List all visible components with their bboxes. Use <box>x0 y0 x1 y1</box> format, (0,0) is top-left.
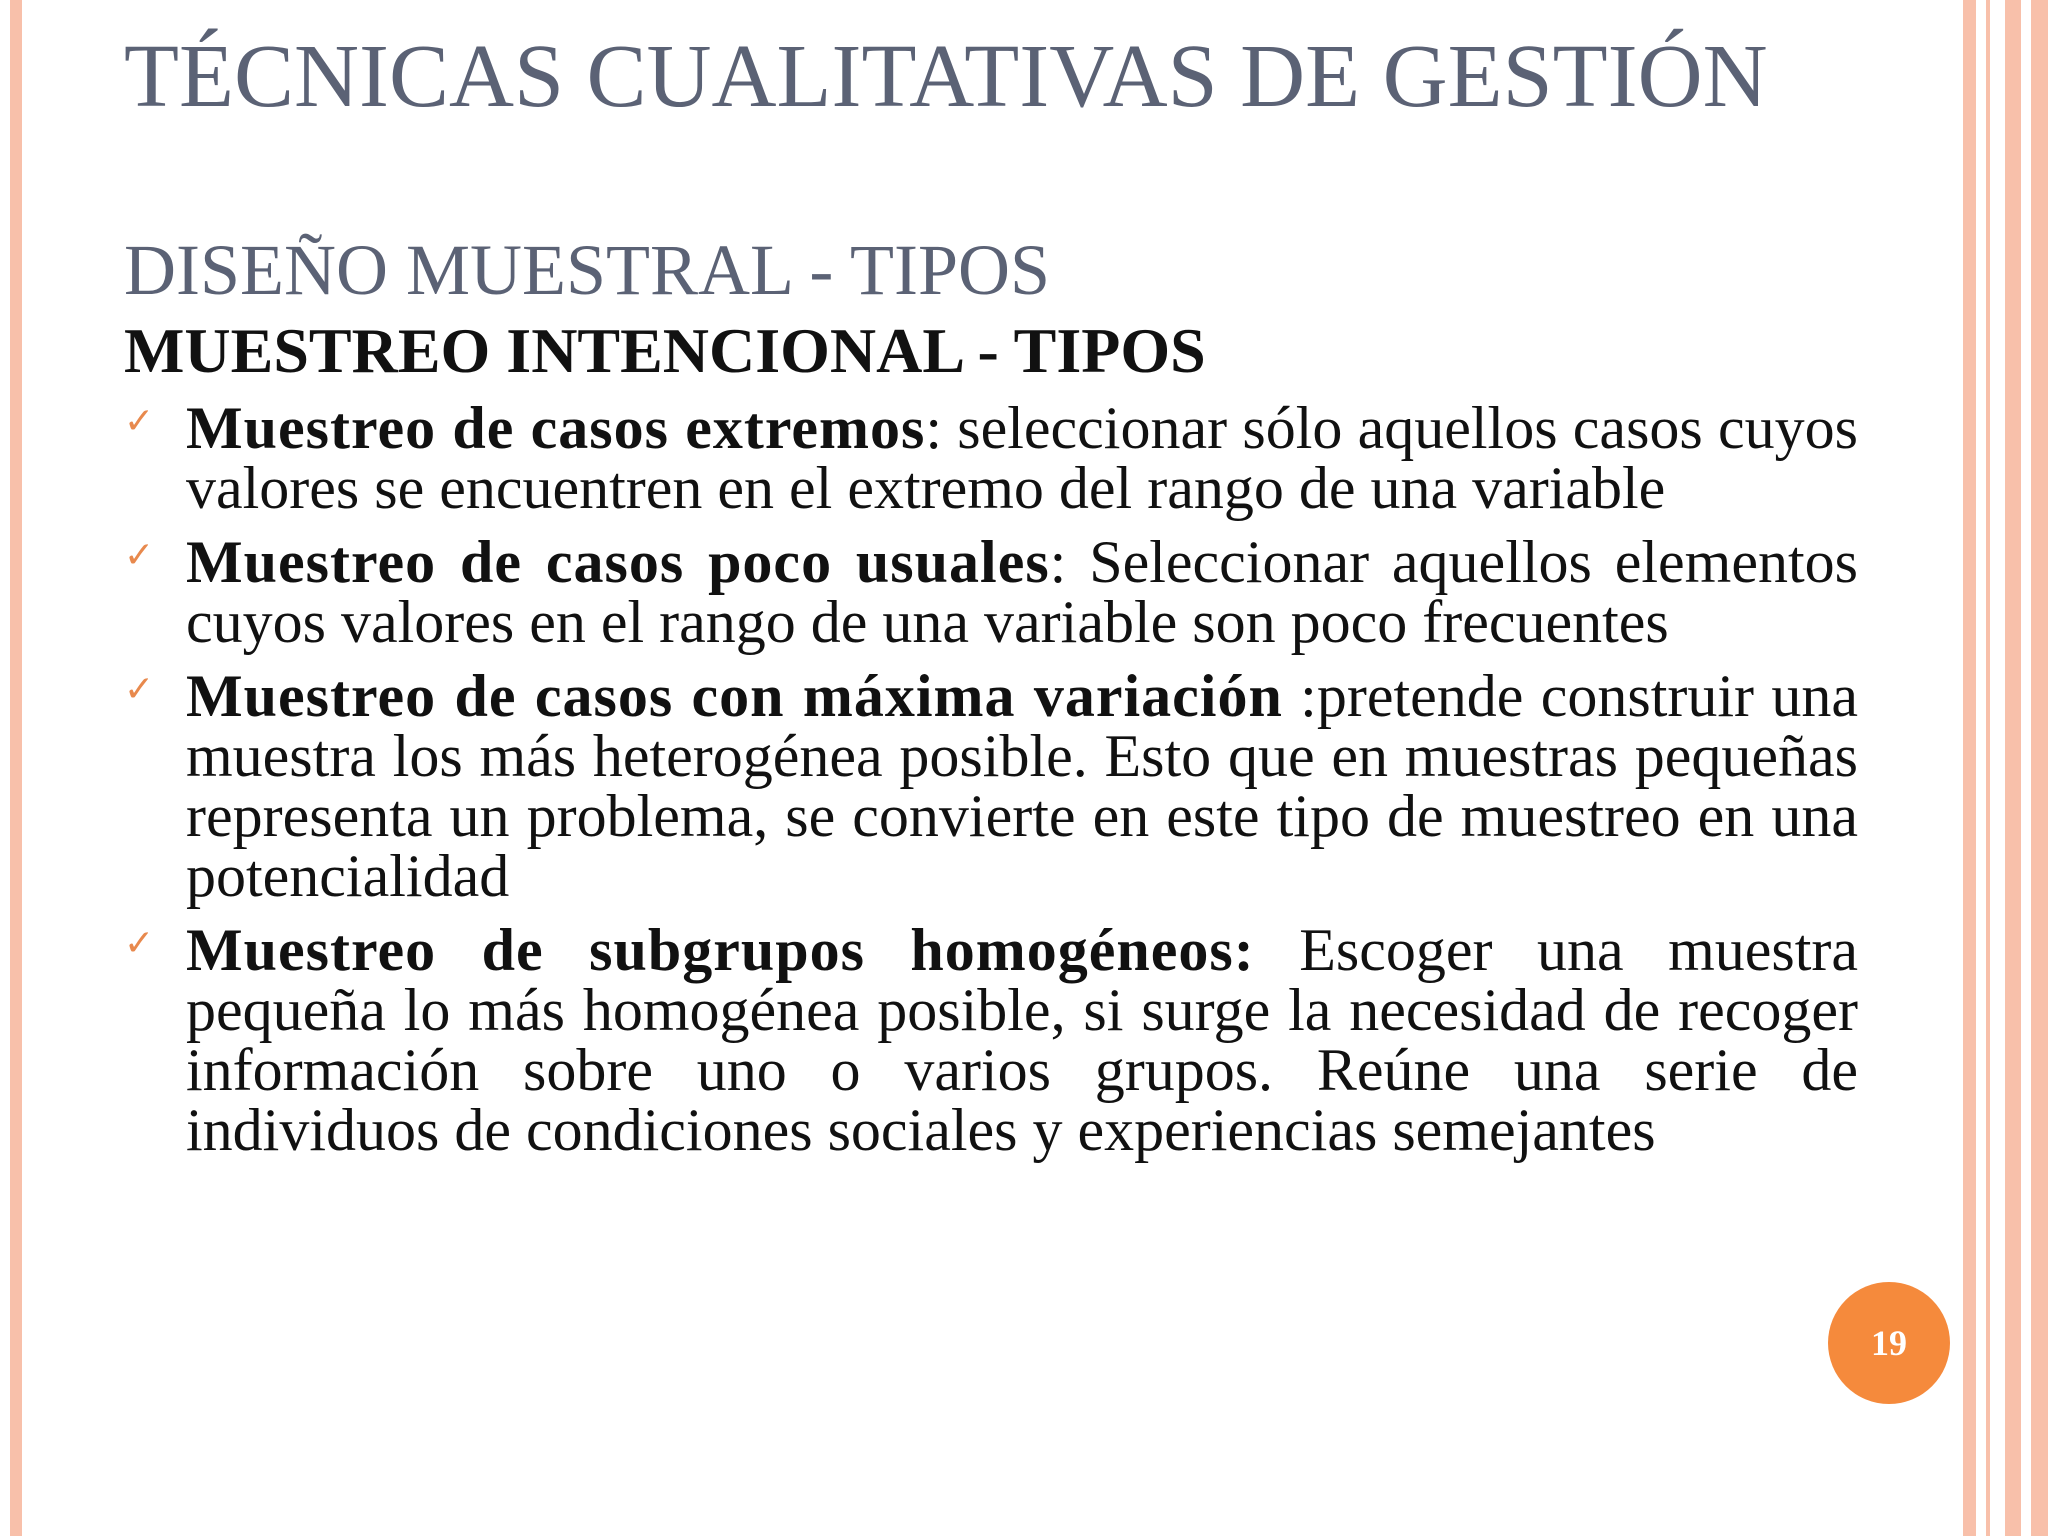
bullet-list <box>124 395 1858 1174</box>
frame-stripe-left <box>10 0 22 1536</box>
slide-subtitle: DISEÑO MUESTRAL - TIPOS <box>124 230 1051 310</box>
checkmark-icon: ✓ <box>124 535 155 576</box>
bullet-item-subgrupos-homogeneos <box>124 917 1858 1163</box>
bullet-separator: : <box>1282 663 1317 729</box>
checkmark-icon: ✓ <box>124 669 155 710</box>
bullet-separator: : <box>1049 529 1090 595</box>
bullet-term: Muestreo de casos poco usuales <box>186 529 1050 595</box>
bullet-item-casos-poco-usuales <box>124 529 1858 655</box>
slide-title: TÉCNICAS CUALITATIVAS DE GESTIÓN <box>124 27 1768 126</box>
frame-stripe-right-4 <box>2031 0 2048 1536</box>
bullet-separator <box>1255 917 1300 983</box>
bullet-text: Escoger una muestra pequeña lo más homogénea posible, si surge la necesidad de recoger información sobre uno o varios grupos. Reúne una serie de individuos de condiciones sociales y experiencias semejantes <box>186 917 1858 1163</box>
bullet-separator: : <box>925 395 958 461</box>
frame-stripe-right-1 <box>1963 0 1976 1536</box>
bullet-term: Muestreo de subgrupos homogéneos: <box>186 917 1255 983</box>
frame-stripe-right-2 <box>1986 0 1990 1536</box>
checkmark-icon: ✓ <box>124 401 155 442</box>
bullet-item-maxima-variacion <box>124 663 1858 909</box>
bullet-text: pretende construir una muestra los más heterogénea posible. Esto que en muestras pequeñas representa un problema, se convierte en este tipo de muestreo en una potencialidad <box>186 663 1858 909</box>
checkmark-icon: ✓ <box>124 923 155 964</box>
section-heading: MUESTREO INTENCIONAL - TIPOS <box>124 315 1206 386</box>
bullet-text: Seleccionar aquellos elementos cuyos valores en el rango de una variable son poco frecuentes <box>186 529 1858 655</box>
frame-stripe-right-3 <box>2005 0 2021 1536</box>
bullet-text: seleccionar sólo aquellos casos cuyos valores se encuentren en el extremo del rango de una variable <box>186 395 1858 521</box>
page-number-badge: 19 <box>1828 1282 1950 1404</box>
bullet-term: Muestreo de casos extremos <box>186 395 926 461</box>
bullet-term: Muestreo de casos con máxima variación <box>186 663 1283 729</box>
bullet-item-casos-extremos <box>124 395 1858 521</box>
